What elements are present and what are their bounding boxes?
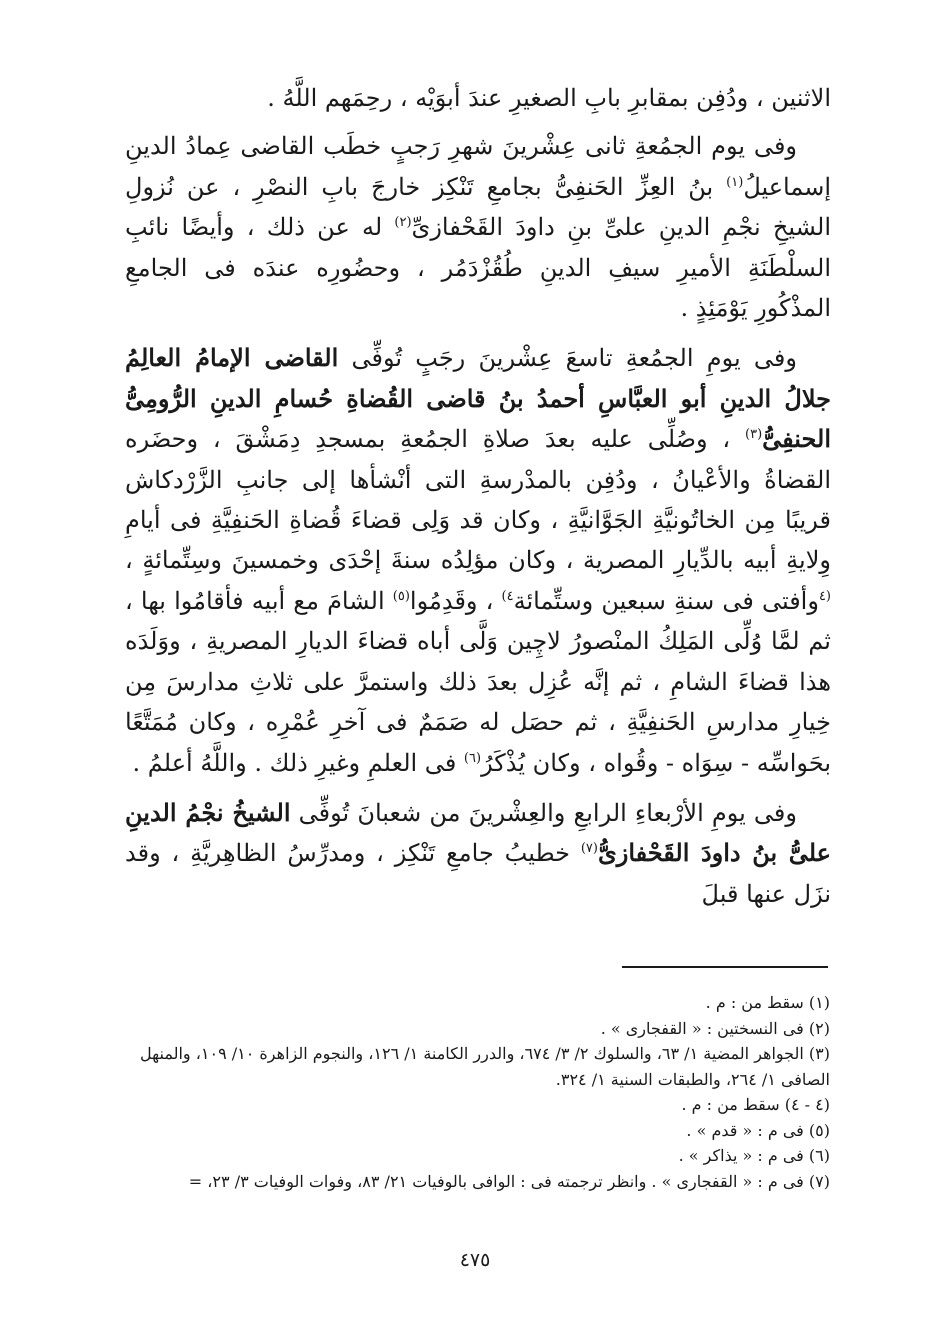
- paragraph-text: خطيبُ جامعِ تَنْكِز ، ومدرِّسُ الظاهِريَّةِ ، وقد نزَل عنها قبلَ: [125, 839, 831, 908]
- footnote-1: (١) سقط من : م .: [705, 993, 830, 1012]
- page-number: ٤٧٥: [459, 1249, 491, 1271]
- paragraph-4: [125, 793, 831, 914]
- paragraph-text: الشامَ مع أبيه فأقامُوا بها ، ثم لمَّا وُلِّى المَلِكُ المنْصورُ لاچِين وَلَّى أباه قضاءَ الديارِ المصريةِ ، ووَلَدَه هذا قضاءَ الشامِ ، ثم إنَّه عُزِل بعدَ ذلك واستمرَّ على ثلاثِ مدارسَ مِن خِيارِ مدارسِ الحَنفِيَّةِ ، ثم حصَل له صَمَمٌ فى آخرِ عُمْرِه ، وكان مُمَتَّعًا بحَواسِّه - سِوَاه - وقُواه ، وكان يُذْكَرُ: [125, 586, 831, 777]
- main-text: [125, 78, 831, 924]
- paragraph-text: وفى يومِ الجمُعةِ تاسعَ عِشْرينَ رجَبٍ تُوفِّى: [338, 344, 797, 373]
- paragraph-3: [125, 338, 831, 782]
- bold-name-text: الشيخُ نجْمُ الدينِ علىُّ بنُ داودَ القَحْفازىُّ: [125, 797, 831, 868]
- footnote-marker: (٧): [580, 841, 598, 857]
- footnote-marker: (١): [726, 174, 744, 190]
- paragraph-text: وأفتى فى سنةِ سبعين وستِّمائة: [513, 586, 819, 615]
- footnote-separator: [622, 966, 828, 968]
- footnote-marker: (٤: [818, 588, 831, 604]
- footnote-2: (٢) فى النسختين : « القفجارى » .: [600, 1018, 830, 1038]
- paragraph-1: [125, 78, 831, 118]
- footnote-7: (٧) فى م : « القفجارى » . وانظر ترجمته فى : الوافى بالوفيات ٢١/ ٨٣، وفوات الوفيات ٣/ ٢٣، =: [188, 1171, 830, 1191]
- footnote-marker: (٣): [745, 427, 763, 443]
- footnote-marker: (٢): [394, 215, 412, 231]
- paragraph-text: وفى يومِ الأرْبعاءِ الرابعِ والعِشْرينَ من شعبانَ تُوفِّى: [290, 798, 797, 827]
- footnote-6: (٦) فى م : « يذاكر » .: [678, 1146, 830, 1165]
- footnote-marker: (٥): [392, 588, 410, 604]
- paragraph-text: الاثنين ، ودُفِن بمقابرِ بابِ الصغيرِ عندَ أبوَيْه ، رحِمَهم اللَّهُ .: [267, 84, 831, 112]
- paragraph-2: [125, 126, 831, 328]
- paragraph-text: وفى يوم الجمُعةِ ثانى عِشْرينَ شهرِ رَجبٍ خطَب القاضى عِمادُ الدينِ إسماعيلُ: [125, 132, 832, 201]
- paragraph-text: ، وقَدِمُوا: [409, 586, 502, 615]
- footnote-4: (٤ - ٤) سقط من : م .: [681, 1095, 830, 1114]
- footnote-5: (٥) فى م : « قدم » .: [686, 1120, 830, 1140]
- footnote-3: (٣) الجواهر المضية ١/ ٦٣، والسلوك ٢/ ٣/ ٦٧٤، والدرر الكامنة ١/ ١٢٦، والنجوم الزاهرة ١٠/ ١٠٩، والمنهل الصافى ١/ ٢٦٤، والطبقات السنية ١/ ٣٢٤.: [140, 1044, 830, 1089]
- bold-name-text: القاضى الإمامُ العالِمُ جلالُ الدينِ أبو العبَّاسِ أحمدُ بنُ قاضى القُضاةِ حُسامِ الدينِ الرُّومِىُّ الحنفِىُّ: [125, 343, 831, 454]
- paragraph-text: ، وصُلِّى عليه بعدَ صلاةِ الجمُعةِ بمسجدِ دِمَشْقَ ، وحضَره القضاةُ والأعْيانُ ، ودُفِن بالمدْرسةِ التى أنْشأها إلى جانبِ الزَّرْدكاش قريبًا مِن الخاتُونيَّةِ الجَوَّانيَّةِ ، وكان قد وَلِى قضاءَ قُضاةِ الحَنفِيَّةِ فى أيامِ وِلايةِ أبيه بالدِّيارِ المصرية ، وكان مؤلِدُه سنةَ إحْدَى وخمسينَ وسِتِّمائةٍ ،: [125, 425, 831, 575]
- footnote-marker: ٤): [501, 588, 514, 604]
- footnote-marker: (٦): [463, 750, 482, 766]
- paragraph-text: فى العلمِ وغيرِ ذلك . واللَّهُ أعلمُ .: [132, 748, 464, 777]
- footnotes-list: [118, 990, 830, 1194]
- paragraph-text: بنُ العِزِّ الحَنفِىُّ بجامعِ تَنْكِز خارجَ بابِ النصْرِ ، عن نُزولِ الشيخِ نجْمِ الدينِ علىِّ بنِ داودَ القَحْفازىِّ: [125, 172, 831, 242]
- paragraph-text: له عن ذلك ، وأيضًا نائبِ السلْطَنَةِ الأميرِ سيفِ الدينِ طُقُزْدَمُر ، وحضُورِه عندَه فى الجامعِ المذْكُورِ يَوْمَئِذٍ .: [125, 213, 831, 323]
